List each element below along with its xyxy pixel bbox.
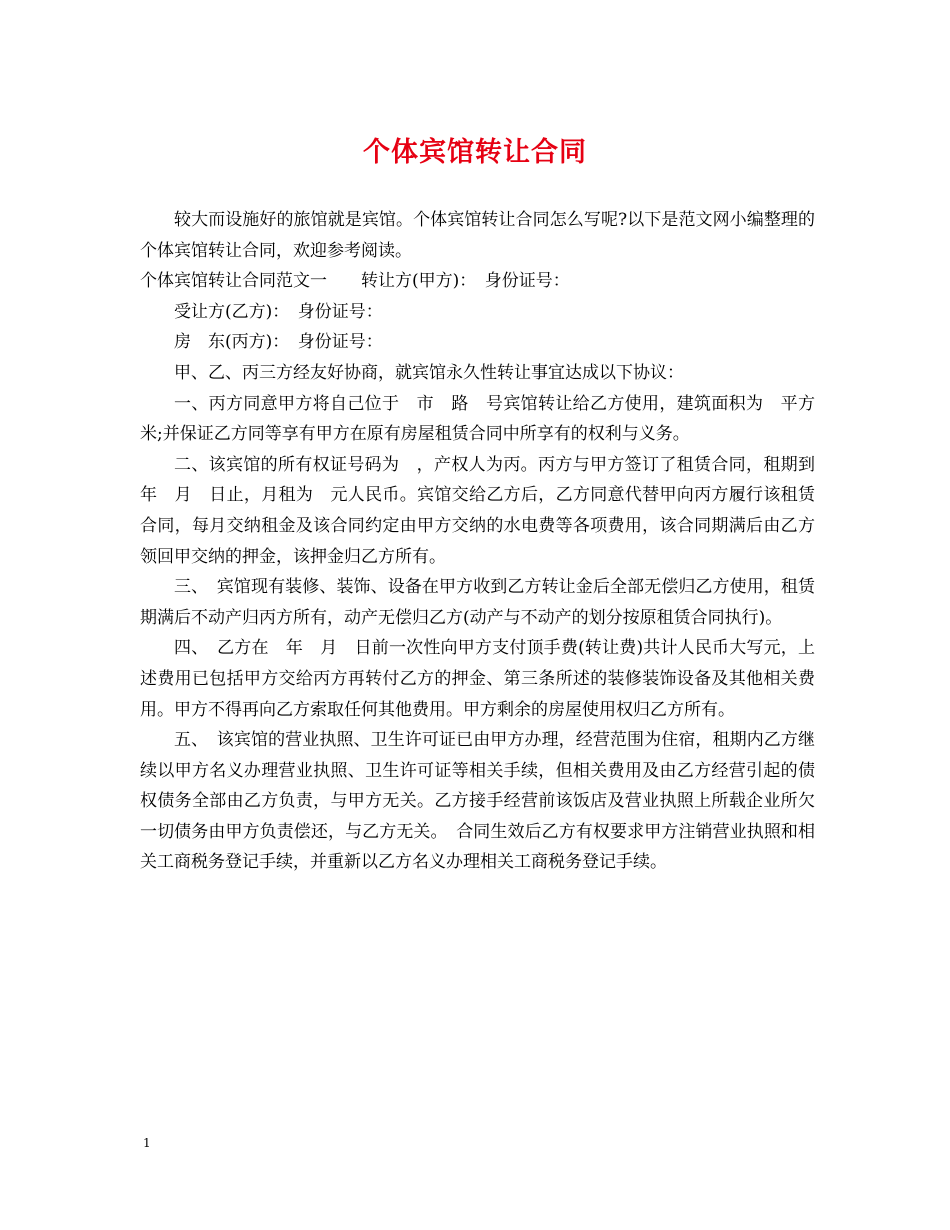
clause-3: 三、 宾馆现有装修、装饰、设备在甲方收到乙方转让金后全部无偿归乙方使用，租赁期满后不动产归丙方所有，动产无偿归乙方(动产与不动产的划分按原租赁合同执行)。	[140, 577, 815, 628]
clause-4: 四、 乙方在 年 月 日前一次性向甲方支付顶手费(转让费)共计人民币大写元，上述费用已包括甲方交给丙方再转付乙方的押金、第三条所述的装修装饰设备及其他相关费用。甲方不得再向乙方索取任何其他费用。甲方剩余的房屋使用权归乙方所有。	[140, 638, 815, 720]
document-title: 个体宾馆转让合同	[363, 137, 587, 168]
clause-5: 五、 该宾馆的营业执照、卫生许可证已由甲方办理，经营范围为住宿，租期内乙方继续以甲方名义办理营业执照、卫生许可证等相关手续，但相关费用及由乙方经营引起的债权债务全部由乙方负责，与甲方无关。乙方接手经营前该饭店及营业执照上所载企业所欠一切债务由甲方负责偿还，与乙方无关。 合同生效后乙方有权要求甲方注销营业执照和相关工商税务登记手续，并重新以乙方名义办理相关工商税务登记手续。	[140, 730, 815, 873]
intro-paragraph: 较大而设施好的旅馆就是宾馆。个体宾馆转让合同怎么写呢?以下是范文网小编整理的个体宾馆转让合同，欢迎参考阅读。	[140, 210, 815, 261]
party-b-line: 受让方(乙方)： 身份证号：	[174, 301, 383, 322]
page-number: 1	[143, 1136, 151, 1150]
document-body	[140, 205, 832, 878]
clause-1: 一、丙方同意甲方将自己位于 市 路 号宾馆转让给乙方使用，建筑面积为 平方米;并保证乙方同等享有甲方在原有房屋租赁合同中所享有的权利与义务。	[140, 393, 815, 445]
party-c-line: 房 东(丙方)： 身份证号：	[174, 332, 383, 353]
agreement-preamble: 甲、乙、丙三方经友好协商，就宾馆永久性转让事宜达成以下协议：	[174, 362, 684, 383]
party-a-line: 个体宾馆转让合同范文一 转让方(甲方)： 身份证号：	[140, 271, 570, 292]
clause-2: 二、该宾馆的所有权证号码为 ，产权人为丙。丙方与甲方签订了租赁合同，租期到 年 月 日止，月租为 元人民币。宾馆交给乙方后，乙方同意代替甲向丙方履行该租赁合同，每月交纳租金及该合同约定由甲方交纳的水电费等各项费用，该合同期满后由乙方领回甲交纳的押金，该押金归乙方所有。	[140, 454, 832, 567]
